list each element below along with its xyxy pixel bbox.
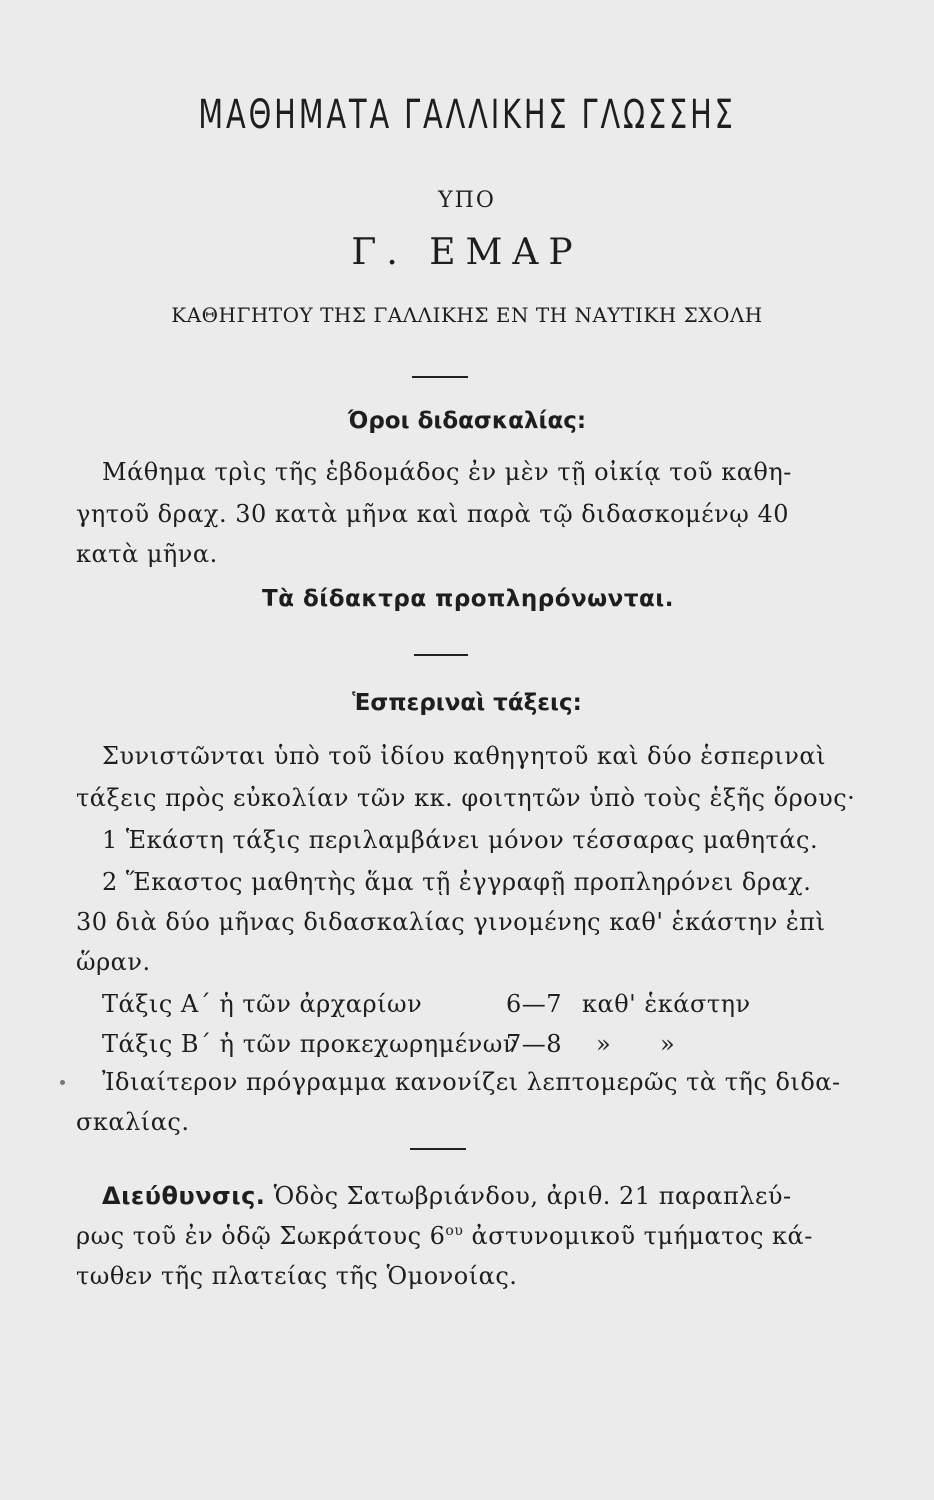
prepaid-note: Τὰ δίδακτρα προπληρόνωνται.: [262, 586, 675, 612]
address-text-1: Ὁδὸς Σατωβριάνδου, ἀριθ. 21 παραπλεύ-: [273, 1182, 792, 1210]
evening-heading: Ἑσπεριναὶ τάξεις:: [352, 690, 582, 716]
terms-line-2: γητοῦ δραχ. 30 κατὰ μῆνα καὶ παρὰ τῷ διδασκομένῳ 40: [76, 500, 789, 528]
author-role: ΚΑΘΗΓΗΤΟΥ ΤΗΣ ΓΑΛΛΙΚΗΣ ΕΝ ΤΗ ΝΑΥΤΙΚΗ ΣΧΟΛΗ: [171, 303, 763, 327]
page-title: ΜΑΘΗΜΑΤΑ ΓΑΛΛΙΚΗΣ ΓΛΩΣΣΗΣ: [198, 92, 736, 138]
terms-heading: Όροι διδασκαλίας:: [347, 408, 587, 434]
class-b-note: » »: [596, 1030, 676, 1058]
byline: ΥΠΟ: [438, 188, 496, 213]
class-b-name: Τάξις Β΄ ἡ τῶν προκεχωρημένων: [102, 1030, 518, 1058]
rule-1: 1 Ἑκάστη τάξις περιλαμβάνει μόνον τέσσαρας μαθητάς.: [102, 826, 819, 854]
terms-line-1: Μάθημα τρὶς τῆς ἑβδομάδος ἐν μὲν τῇ οἰκίᾳ τοῦ καθη-: [102, 458, 792, 486]
divider-1: [412, 376, 468, 378]
program-line-2: σκαλίας.: [76, 1108, 190, 1136]
address-label: Διεύθυνσις.: [102, 1182, 266, 1210]
address-text-2b: ἀστυνομικοῦ τμήματος κά-: [463, 1222, 813, 1250]
terms-line-3: κατὰ μῆνα.: [76, 540, 218, 568]
rule-2-line-1: 2 Ἕκαστος μαθητὴς ἅμα τῇ ἐγγραφῇ προπληρόνει δραχ.: [102, 868, 812, 896]
class-a-name: Τάξις Α΄ ἡ τῶν ἀρχαρίων: [102, 990, 423, 1018]
author-name: Γ. ΕΜΑΡ: [351, 232, 583, 273]
address-line-3: τωθεν τῆς πλατείας τῆς Ὁμονοίας.: [76, 1262, 518, 1290]
program-line-1: Ἰδιαίτερον πρόγραμμα κανονίζει λεπτομερῶς τὰ τῆς διδα-: [102, 1068, 841, 1096]
rule-2-line-3: ὥραν.: [76, 948, 151, 976]
class-a-hours: 6—7: [506, 990, 563, 1018]
class-b-hours: 7—8: [506, 1030, 563, 1058]
class-a-note: καθ' ἑκάστην: [582, 990, 751, 1018]
evening-intro-1: Συνιστῶνται ὑπὸ τοῦ ἰδίου καθηγητοῦ καὶ δύο ἑσπεριναὶ: [102, 742, 826, 770]
divider-3: [410, 1148, 466, 1150]
speck: [60, 1080, 65, 1085]
address-line-2: [76, 1222, 813, 1250]
ordinal-superscript: ου: [445, 1223, 464, 1239]
rule-2-line-2: 30 διὰ δύο μῆνας διδασκαλίας γινομένης καθ' ἑκάστην ἐπὶ: [76, 908, 826, 936]
evening-intro-2: τάξεις πρὸς εὐκολίαν τῶν κκ. φοιτητῶν ὑπὸ τοὺς ἑξῆς ὅρους·: [76, 784, 856, 812]
address-line-1: [102, 1182, 792, 1210]
divider-2: [414, 654, 468, 656]
address-text-2a: ρως τοῦ ἐν ὁδῷ Σωκράτους 6: [76, 1222, 446, 1250]
